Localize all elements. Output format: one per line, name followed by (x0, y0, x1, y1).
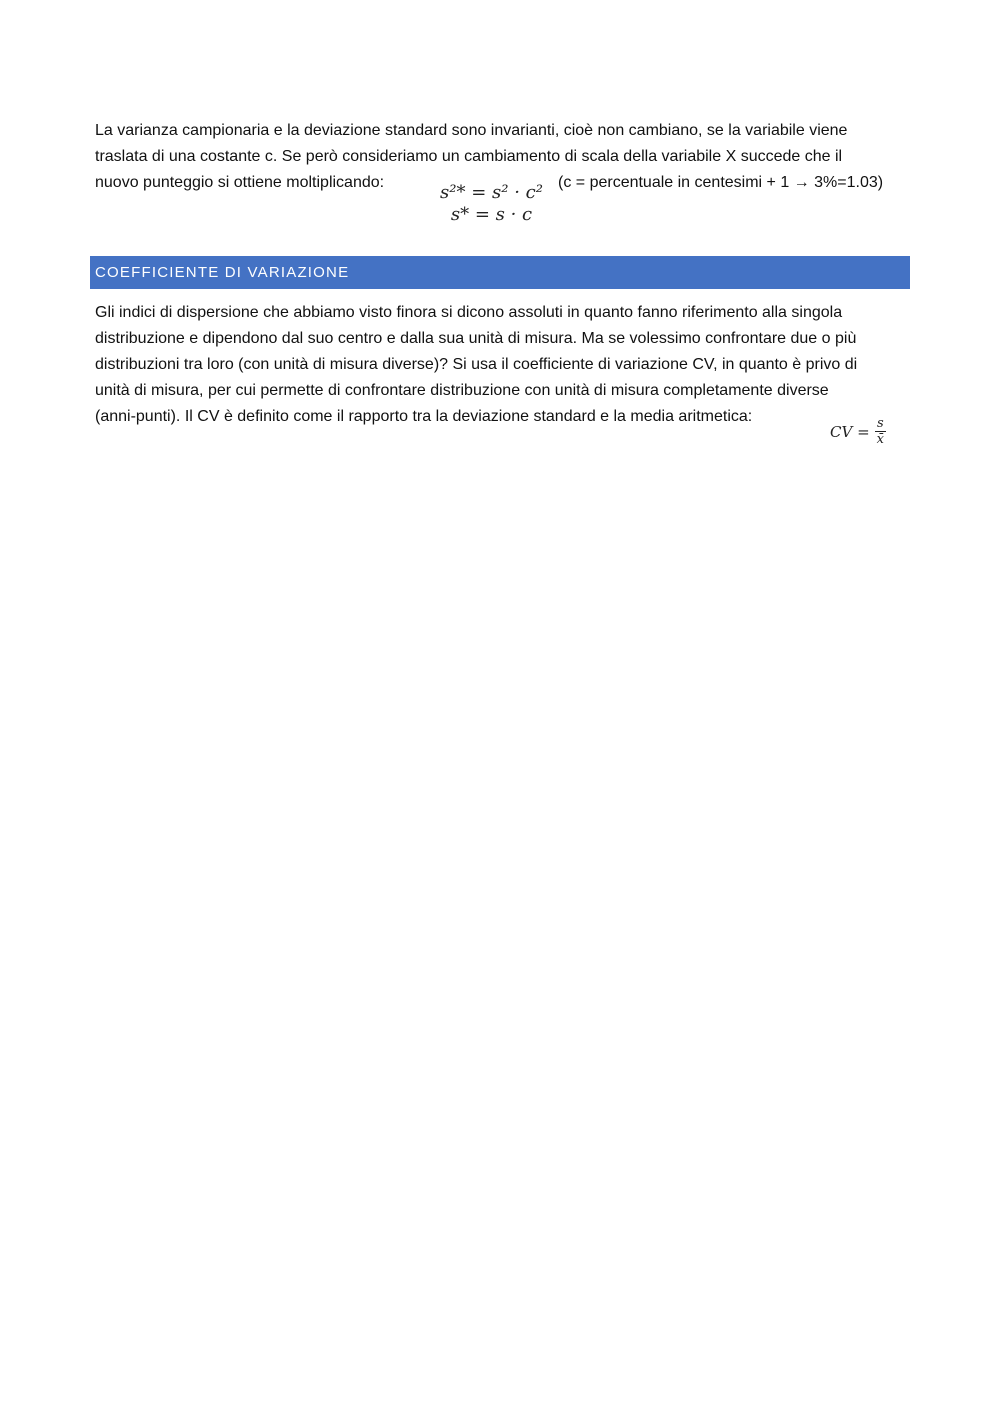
paragraph-line: (anni-punti). Il CV è definito come il rapporto tra la deviazione standard e la media aritmetica: (95, 408, 753, 425)
percentage-note: (c = percentuale in centesimi + 1 → 3%=1.03) (558, 174, 884, 191)
cv-fraction (875, 416, 886, 447)
std-dev-formula: s* = s · c (450, 204, 533, 225)
paragraph-line: unità di misura, per cui permette di confrontare distribuzione con unità di misura completamente diverse (95, 382, 829, 399)
paragraph-line: distribuzione e dipendono dal suo centro e dalla sua unità di misura. Ma se volessimo confrontare due o più (95, 330, 857, 347)
cv-formula (830, 416, 886, 447)
paragraph-line: Gli indici di dispersione che abbiamo visto finora si dicono assoluti in quanto fanno riferimento alla singola (95, 304, 843, 321)
paragraph-line: distribuzioni tra loro (con unità di misura diverse)? Si usa il coefficiente di variazione CV, in quanto è privo di (95, 356, 858, 373)
paragraph-line: nuovo punteggio si ottiene moltiplicando: (95, 174, 385, 191)
paragraph-line: traslata di una costante c. Se però consideriamo un cambiamento di scala della variabile X succede che il (95, 148, 843, 165)
variance-formula: s²* = s² · c² (440, 182, 543, 203)
cv-denominator: x̄ (876, 432, 884, 447)
scale-change-formula (434, 182, 549, 226)
cv-formula-lhs: CV = (830, 422, 870, 441)
section-header: COEFFICIENTE DI VARIAZIONE (90, 256, 910, 289)
cv-numerator: s (876, 416, 884, 431)
paragraph-cv (95, 300, 910, 430)
paragraph-line: La varianza campionaria e la deviazione standard sono invarianti, cioè non cambiano, se la variabile viene (95, 122, 848, 139)
